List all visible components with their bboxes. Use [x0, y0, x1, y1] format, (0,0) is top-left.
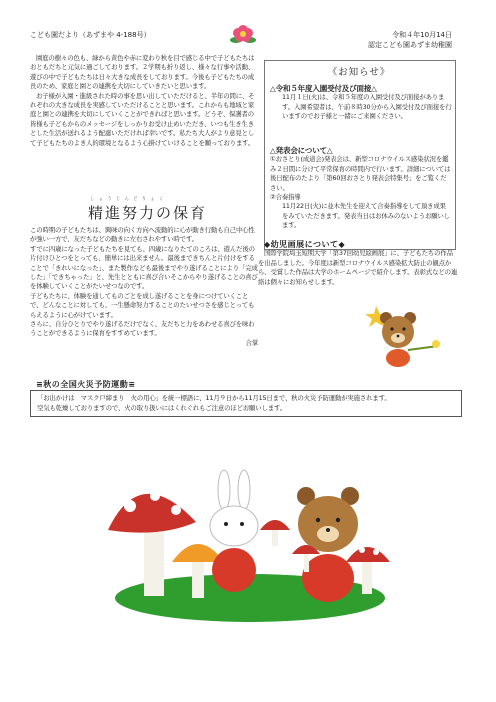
mushroom-bear-rabbit-illustration: [100, 466, 400, 636]
recital-item: 11月22日(火)に並木先生を迎えて合奏指導をして頂き成果をみていただきます。発表当日はお休みのないようお願いします。: [282, 202, 450, 230]
camellia-flower-icon: [228, 22, 258, 46]
fire-caution-line: 空気も乾燥しておりますので、火の取り扱いにはくれぐれもご注意のほどお願いします。: [37, 403, 286, 412]
intro-section: [30, 54, 256, 148]
notice-title: 《お知らせ》: [327, 67, 391, 78]
seido-paragraph: すでに四歳になった子どもたちを見ても、四歳になりたてのころは、遊んだ後の片付けひとつをとっても、簡単には出来ません。最後まできちんと片付けをすることで「きれいになった」、また製作なども最後までやり遂げることにより「完成した」「できちゃった」と、先生とともに喜び合いそこからやり遂げることの喜びを体験していくことがたいせつなのです。: [30, 244, 258, 291]
seido-paragraph: この時期の子どもたちは、興味の向く方向へ流動的に心が動き行動も自己中心性が強い一方で、友だちなどの動きに左右されやすい時です。: [30, 226, 255, 244]
seido-title-block: [30, 196, 256, 224]
seido-ruby: しょうじんどりょく: [90, 197, 168, 202]
fire-prevention-section: [30, 380, 462, 417]
newsletter-title: こども園だより（あずまや 4-188号）: [30, 31, 151, 39]
exhibit-section: [258, 240, 458, 287]
notice-admission: [270, 84, 452, 122]
admission-body: 11月１日(火)は、令和５年度の入園受付及び面接があります。入園希望者は、午前８時30分から入園受付及び面接を行いますのでお子様と一緒にご来園ください。: [282, 93, 452, 121]
fire-heading: ≡秋の全国火災予防運動≡: [36, 380, 136, 389]
publisher-name: 認定こども園あずま幼稚園: [368, 41, 452, 49]
bear-with-flower-illustration: [362, 298, 446, 368]
seido-signoff: 合掌: [245, 338, 258, 347]
seido-section: [30, 226, 258, 348]
recital-heading: △発表会について△: [270, 146, 333, 155]
header-meta: [368, 30, 452, 50]
exhibit-body: 国際学院埼玉短期大学「第37回幼児絵画展」に、子どもたちの作品を出品しました。今年度は新型コロナウイルス感染拡大防止の観点から、受賞した作品は大学のホームページで紹介します。表彰式などの連絡は個々にお知らせします。: [258, 249, 458, 286]
seido-paragraph: さらに、自分ひとりでやり遂げるだけでなく、友だちと力をあわせる喜びを味わうことができるように保育をすすめています。: [30, 320, 255, 338]
seido-paragraph: 子どもたちに、体験を通してものごとを成し遂げることを身につけていくことで、どんなことに対しても、一生懸命努力することのたいせつさを感じとってもらえるように心がけています。: [30, 291, 255, 319]
fire-slogan-line: 「お出かけは マスク戸締まり 火の用心」を統一標語に、11月９日から11月15日まで、秋の火災予防運動が実施されます。: [37, 394, 391, 403]
intro-paragraph: お子様が入園・進級された時の事を思い出していただけると、半年の間に、それぞれの大きな成長を実感していただけることと思います。これからも地域と家庭と園との連携を大切にしていくことができればと思います。どうぞ、保護者の皆様も子どもからのメッセージをしっかりお受け止めいただき、いつも生き生きとした生活が送れるよう配慮いただければ幸いです。私たち大人がより意見として子どもたちのよき人的環境となるよう心掛けていけることを願っております。: [30, 91, 255, 147]
issue-date: 令和４年10月14日: [392, 31, 452, 39]
intro-paragraph: 園庭の樹々の色も、緑から黄色や赤に変わり秋を目で感じる中で子どもたちはおともだちと元気に過ごしております。２学期も折り返し、様々な行事や活動、遊びの中で子どもたちは日々大きな成長をしております。今後も子どもたちの成長のため、家庭と園との連携を大切にしていきたいと思います。: [30, 54, 255, 91]
notice-recital: [270, 146, 452, 231]
seido-title: 精進努力の保育: [88, 204, 208, 222]
admission-heading: △令和５年度入園受付及び面接△: [270, 84, 377, 93]
recital-item-heading: ②合奏指導: [270, 193, 301, 202]
recital-item: ①おさとり(成道会)発表会は、新型コロナウイルス感染状況を鑑み２日間に分けて平常保育の時間内で行います。詳細については後日配布のたより「第60回おさとり発表会特集号」をご覧ください。: [270, 155, 451, 192]
fire-box: [30, 390, 462, 417]
exhibit-heading: ◆幼児画展について◆: [264, 240, 346, 249]
